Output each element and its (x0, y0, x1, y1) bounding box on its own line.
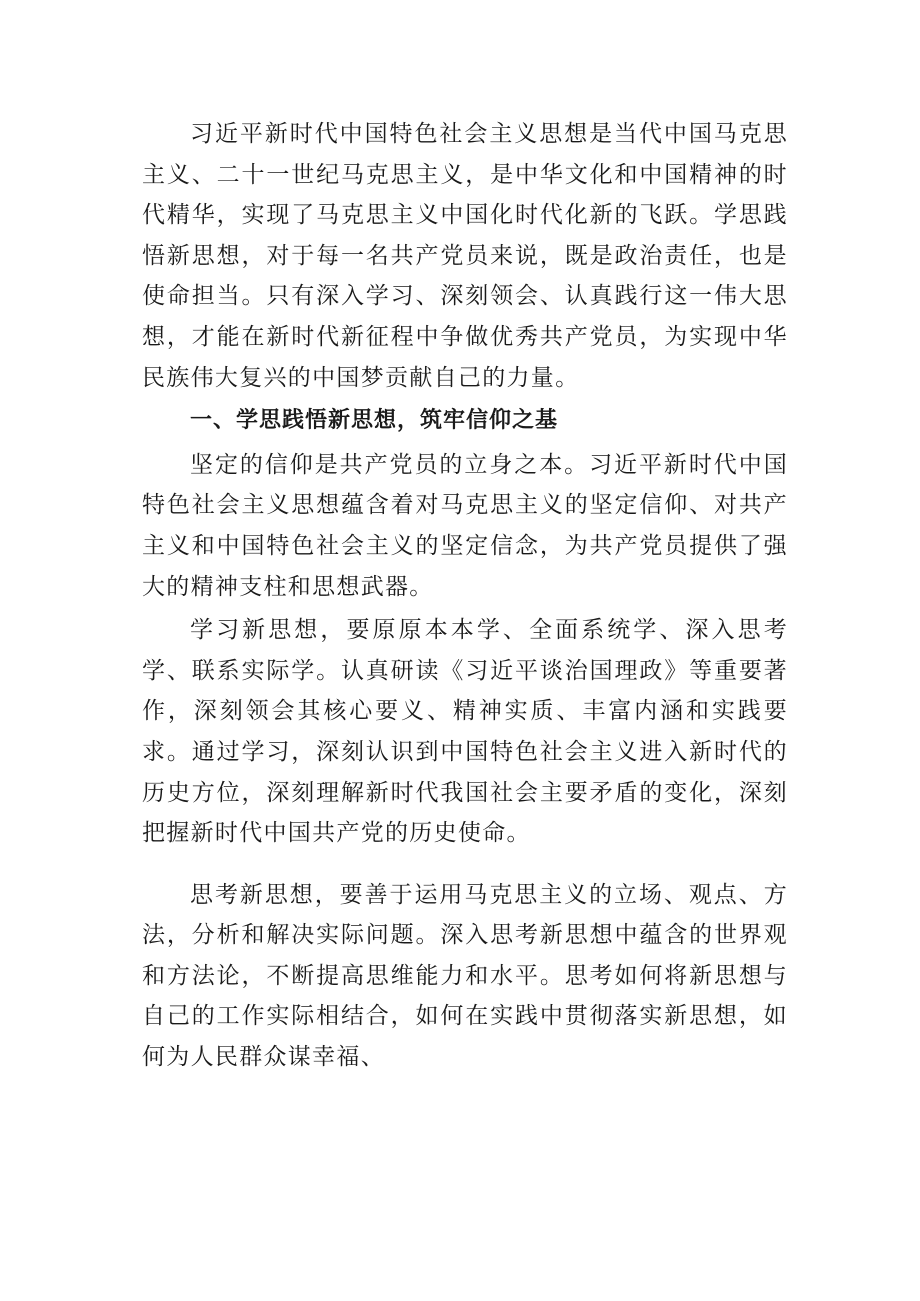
document-page (142, 114, 788, 1081)
section-heading: 一、学思践悟新思想，筑牢信仰之基 (190, 408, 559, 434)
intro-paragraph: 习近平新时代中国特色社会主义思想是当代中国马克思主义、二十一世纪马克思主义，是中华文化和中国精神的时代精华，实现了马克思主义中国化时代化新的飞跃。学思践悟新思想，对于每一名共产党员来说，既是政治责任，也是使命担当。只有深入学习、深刻领会、认真践行这一伟大思想，才能在新时代新征程中争做优秀共产党员，为实现中华民族伟大复兴的中国梦贡献自己的力量。 (142, 121, 788, 391)
body-paragraph: 思考新思想，要善于运用马克思主义的立场、观点、方法，分析和解决实际问题。深入思考新思想中蕴含的世界观和方法论，不断提高思维能力和水平。思考如何将新思想与自己的工作实际相结合，如何在实践中贯彻落实新思想，如何为人民群众谋幸福、 (142, 881, 788, 1071)
paragraph-spacer (142, 857, 788, 875)
body-paragraph: 坚定的信仰是共产党员的立身之本。习近平新时代中国特色社会主义思想蕴含着对马克思主义的坚定信仰、对共产主义和中国特色社会主义的坚定信念，为共产党员提供了强大的精神支柱和思想武器。 (142, 451, 788, 600)
body-paragraph: 学习新思想，要原原本本学、全面系统学、深入思考学、联系实际学。认真研读《习近平谈治国理政》等重要著作，深刻领会其核心要义、精神实质、丰富内涵和实践要求。通过学习，深刻认识到中国特色社会主义进入新时代的历史方位，深刻理解新时代我国社会主要矛盾的变化，深刻把握新时代中国共产党的历史使命。 (142, 617, 788, 847)
